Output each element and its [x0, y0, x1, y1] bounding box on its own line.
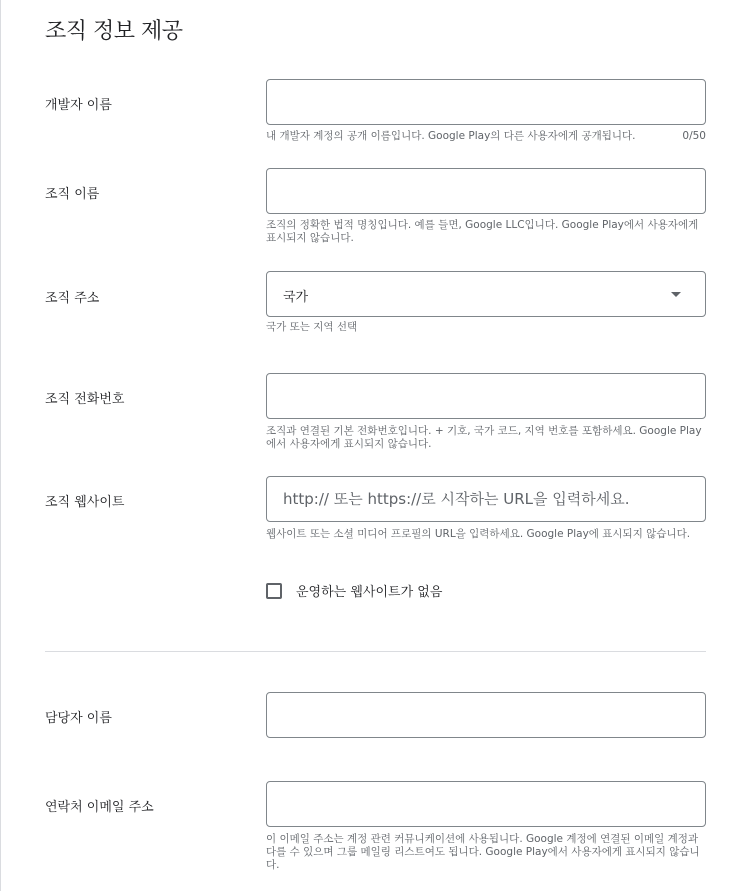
- developer-name-field[interactable]: [266, 79, 706, 125]
- contact-email-help: 이 이메일 주소는 계정 관련 커뮤니케이션에 사용됩니다. Google 계정에 연결된 이메일 계정과 다를 수 있으며 그룹 메일링 리스트여도 됩니다. Google Play에서 사용자에게 표시되지 않습니다.: [266, 833, 700, 871]
- contact-email-field[interactable]: [266, 781, 706, 827]
- section-divider: [45, 651, 706, 652]
- no-website-checkbox[interactable]: [266, 583, 282, 599]
- country-select[interactable]: [266, 271, 706, 317]
- contact-name-field[interactable]: [266, 692, 706, 738]
- page-title: 조직 정보 제공: [45, 19, 183, 44]
- org-phone-help: 조직과 연결된 기본 전화번호입니다. + 기호, 국가 코드, 지역 번호를 포함하세요. Google Play에서 사용자에게 표시되지 않습니다.: [266, 425, 702, 450]
- org-name-help: 조직의 정확한 법적 명칭입니다. 예를 들면, Google LLC입니다. Google Play에서 사용자에게 표시되지 않습니다.: [266, 219, 699, 244]
- country-select-value: 국가: [283, 290, 309, 305]
- dropdown-arrow-icon[interactable]: [671, 292, 681, 297]
- org-website-field[interactable]: [266, 476, 706, 522]
- org-name-input[interactable]: [267, 169, 705, 213]
- developer-name-label: 개발자 이름: [45, 98, 112, 113]
- org-website-input[interactable]: [267, 477, 705, 521]
- contact-email-label: 연락처 이메일 주소: [45, 800, 154, 815]
- org-website-label: 조직 웹사이트: [45, 495, 125, 510]
- contact-email-input[interactable]: [267, 782, 705, 826]
- org-name-label: 조직 이름: [45, 187, 100, 202]
- org-name-field[interactable]: [266, 168, 706, 214]
- org-address-help: 국가 또는 지역 선택: [266, 321, 358, 333]
- developer-name-help: [266, 130, 706, 143]
- developer-name-counter: 0/50: [682, 130, 706, 142]
- org-phone-label: 조직 전화번호: [45, 392, 125, 407]
- contact-name-label: 담당자 이름: [45, 711, 112, 726]
- org-phone-field[interactable]: [266, 373, 706, 419]
- developer-name-help-text: 내 개발자 계정의 공개 이름입니다. Google Play의 다른 사용자에게 공개됩니다.: [266, 130, 636, 142]
- org-website-help: 웹사이트 또는 소셜 미디어 프로필의 URL을 입력하세요. Google Play에 표시되지 않습니다.: [266, 528, 691, 540]
- contact-name-input[interactable]: [267, 693, 705, 737]
- developer-name-input[interactable]: [267, 80, 705, 124]
- no-website-checkbox-label[interactable]: 운영하는 웹사이트가 없음: [296, 585, 443, 600]
- org-phone-input[interactable]: [267, 374, 705, 418]
- no-website-checkbox-row[interactable]: [266, 581, 442, 600]
- org-address-label: 조직 주소: [45, 291, 100, 306]
